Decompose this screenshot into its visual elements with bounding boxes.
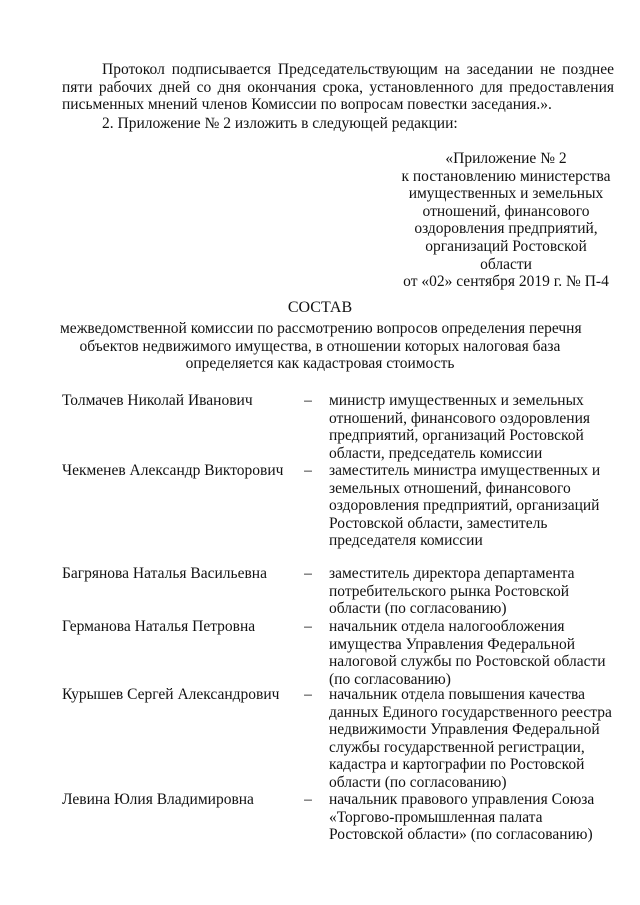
role-line: Ростовской области» (по согласованию) <box>329 826 593 844</box>
amendment-item-2: 2. Приложение № 2 изложить в следующей редакции: <box>102 115 458 132</box>
role-line: (по согласованию) <box>329 670 451 688</box>
role-line: заместитель директора департамента <box>329 565 575 582</box>
role-line: потребительского рынка Ростовской <box>329 582 570 600</box>
role-line: заместитель министра имущественных и <box>329 462 601 479</box>
role-line: начальник отдела налогообложения <box>329 618 565 635</box>
appendix-line: организаций Ростовской <box>425 237 587 255</box>
member-name: Курышев Сергей Александрович <box>62 686 280 703</box>
role-line: председателя комиссии <box>329 532 483 550</box>
role-line: налоговой службы по Ростовской области <box>329 653 606 671</box>
member-dash: – <box>304 392 312 409</box>
member-dash: – <box>304 791 312 808</box>
section-title: СОСТАВ <box>287 299 353 316</box>
appendix-header <box>386 150 626 291</box>
subtitle-line: межведомственной комиссии по рассмотрению вопросов определения перечня <box>60 320 582 337</box>
appendix-line: к постановлению министерства <box>401 167 611 185</box>
role-line: предприятий, организаций Ростовской <box>329 427 584 445</box>
member-role <box>329 565 619 618</box>
appendix-line: имущественных и земельных <box>408 185 604 203</box>
member-name: Левина Юлия Владимировна <box>62 791 254 808</box>
member-dash: – <box>304 565 312 582</box>
role-line: кадастра и картографии по Ростовской <box>329 756 585 774</box>
role-line: земельных отношений, финансового <box>329 479 571 497</box>
role-line: области, председатель комиссии <box>329 444 543 462</box>
appendix-line: от «02» сентября 2019 г. № П-4 <box>403 273 609 291</box>
role-line: начальник отдела повышения качества <box>329 686 585 703</box>
role-line: имущества Управления Федеральной <box>329 635 576 653</box>
role-line: Ростовской области, заместитель <box>329 514 548 532</box>
appendix-line: области <box>480 255 532 273</box>
protocol-paragraph: Протокол подписывается Председательствующим на заседании не позднее пяти рабочих дней со дня окончания срока, установленного для предоставления письменных мнений членов Комиссии по вопросам повестки заседания.». <box>62 61 614 114</box>
role-line: данных Единого государственного реестра <box>329 703 612 721</box>
role-line: начальник правового управления Союза <box>329 791 595 808</box>
member-role <box>329 462 619 550</box>
member-role <box>329 791 619 844</box>
section-subtitle <box>60 320 580 373</box>
role-line: оздоровления предприятий, организаций <box>329 497 600 515</box>
role-line: службы государственной регистрации, <box>329 738 585 756</box>
appendix-line: оздоровления предприятий, <box>414 220 598 238</box>
member-dash: – <box>304 686 312 703</box>
member-role <box>329 392 619 462</box>
role-line: области (по согласованию) <box>329 773 507 791</box>
subtitle-line: определяется как кадастровая стоимость <box>185 355 455 373</box>
member-name: Германова Наталья Петровна <box>62 618 256 635</box>
member-role <box>329 686 619 792</box>
member-dash: – <box>304 618 312 635</box>
role-line: недвижимости Управления Федеральной <box>329 721 600 739</box>
member-dash: – <box>304 462 312 479</box>
member-role <box>329 618 619 688</box>
role-line: области (по согласованию) <box>329 600 507 618</box>
role-line: министр имущественных и земельных <box>329 392 584 409</box>
subtitle-line: объектов недвижимого имущества, в отношении которых налоговая база <box>79 337 561 355</box>
role-line: отношений, финансового оздоровления <box>329 409 590 427</box>
member-name: Чекменев Александр Викторович <box>62 462 284 479</box>
member-name: Багрянова Наталья Васильевна <box>62 565 267 582</box>
member-name: Толмачев Николай Иванович <box>62 392 253 409</box>
appendix-line: «Приложение № 2 <box>445 150 567 167</box>
appendix-line: отношений, финансового <box>422 202 590 220</box>
role-line: «Торгово-промышленная палата <box>329 808 543 826</box>
